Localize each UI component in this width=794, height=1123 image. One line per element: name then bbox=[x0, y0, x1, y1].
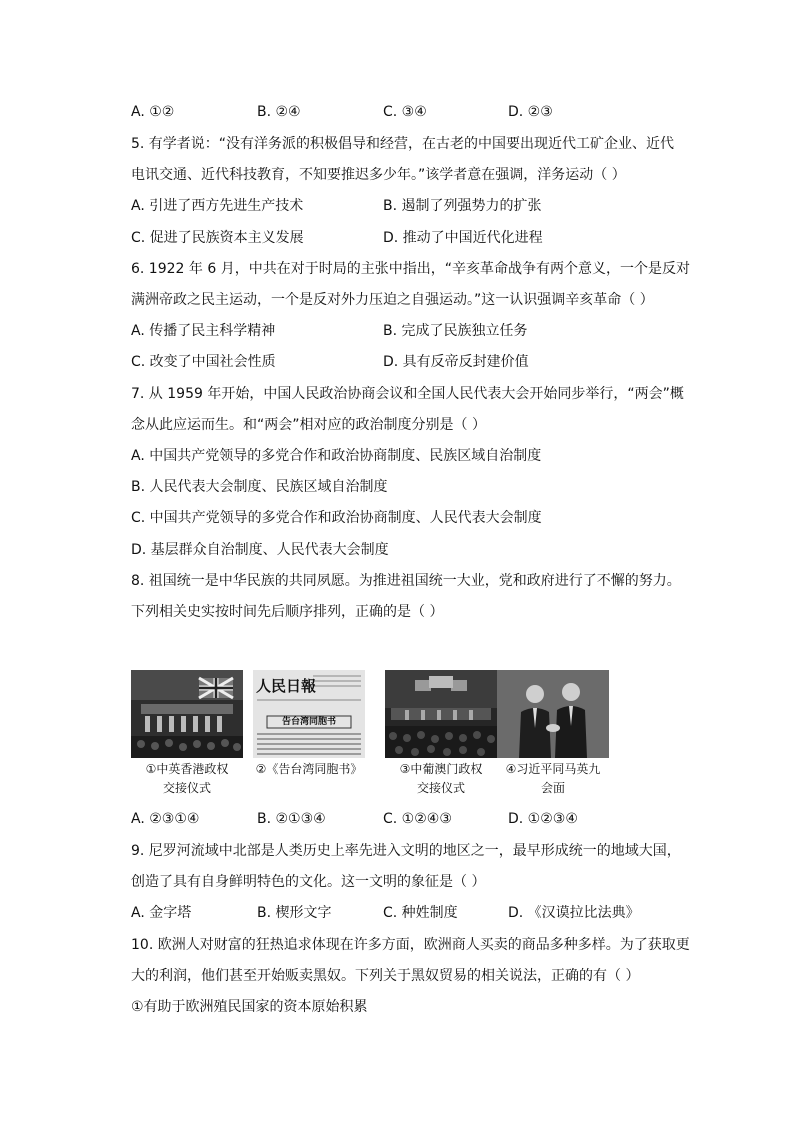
q8-stem-line2: 下列相关史实按时间先后顺序排列，正确的是（ ） bbox=[131, 604, 444, 620]
q4-option-b: B. ②④ bbox=[257, 104, 301, 120]
figure-caption-line1: ④习近平同马英九 bbox=[505, 762, 601, 776]
q5-option-b: B. 遏制了列强势力的扩张 bbox=[383, 198, 542, 214]
q4-option-d: D. ②③ bbox=[508, 104, 553, 120]
newspaper-masthead: 人民日報 bbox=[256, 677, 317, 695]
q6-stem-line2: 满洲帝政之民主运动，一个是反对外力压迫之自强运动。”这一认识强调辛亥革命（ ） bbox=[131, 292, 654, 308]
q8-option-c: C. ①②④③ bbox=[383, 811, 452, 827]
q5-options-row1 bbox=[131, 196, 691, 216]
q4-option-c: C. ③④ bbox=[383, 104, 427, 120]
q7-stem-line1: 7. 从 1959 年开始，中国人民政治协商会议和全国人民代表大会开始同步举行，“两会”概 bbox=[131, 386, 684, 402]
q7-option-c: C. 中国共产党领导的多党合作和政治协商制度、人民代表大会制度 bbox=[131, 510, 542, 526]
q6-option-b: B. 完成了民族独立任务 bbox=[383, 323, 528, 339]
q9-stem-line2: 创造了具有自身鲜明特色的文化。这一文明的象征是（ ） bbox=[131, 874, 486, 890]
q5-option-a: A. 引进了西方先进生产技术 bbox=[131, 198, 304, 214]
q6-options-row1 bbox=[131, 321, 691, 341]
figure-caption-line2: 会面 bbox=[540, 781, 565, 795]
q7-stem-line2: 念从此应运而生。和“两会”相对应的政治制度分别是（ ） bbox=[131, 417, 486, 433]
hongkong-handover-photo bbox=[131, 670, 243, 758]
q8-option-b: B. ②①③④ bbox=[257, 811, 326, 827]
q6-option-d: D. 具有反帝反封建价值 bbox=[383, 354, 529, 370]
q9-option-c: C. 种姓制度 bbox=[383, 905, 458, 921]
q5-option-d: D. 推动了中国近代化进程 bbox=[383, 230, 543, 246]
macau-handover-photo bbox=[385, 670, 497, 758]
q5-stem-line2: 电讯交通、近代科技教育，不知要推迟多少年。”该学者意在强调，洋务运动（ ） bbox=[131, 167, 626, 183]
q7-option-d: D. 基层群众自治制度、人民代表大会制度 bbox=[131, 542, 389, 558]
q6-stem-line1: 6. 1922 年 6 月，中共在对于时局的主张中指出，“辛亥革命战争有两个意义，一个是反对 bbox=[131, 261, 690, 277]
q7-option-b: B. 人民代表大会制度、民族区域自治制度 bbox=[131, 479, 388, 495]
q8-stem-line1: 8. 祖国统一是中华民族的共同夙愿。为推进祖国统一大业，党和政府进行了不懈的努力。 bbox=[131, 573, 681, 589]
figure-taiwan-letter bbox=[253, 670, 365, 781]
figure-caption-line1: ③中葡澳门政权 bbox=[399, 762, 483, 776]
newspaper-photo bbox=[253, 670, 365, 758]
q8-figures bbox=[131, 670, 611, 800]
q8-options bbox=[131, 809, 691, 829]
q8-option-a: A. ②③①④ bbox=[131, 811, 200, 827]
figure-leaders-meeting bbox=[497, 670, 609, 796]
figure-caption-line1: ①中英香港政权 bbox=[145, 762, 229, 776]
q6-option-a: A. 传播了民主科学精神 bbox=[131, 323, 276, 339]
newspaper-headline: 告台湾同胞书 bbox=[281, 717, 336, 727]
q6-option-c: C. 改变了中国社会性质 bbox=[131, 354, 276, 370]
q7-option-a: A. 中国共产党领导的多党合作和政治协商制度、民族区域自治制度 bbox=[131, 448, 542, 464]
q5-stem-line1: 5. 有学者说：“没有洋务派的积极倡导和经营，在古老的中国要出现近代工矿企业、近代 bbox=[131, 136, 675, 152]
q9-option-d: D. 《汉谟拉比法典》 bbox=[508, 905, 640, 921]
q9-options bbox=[131, 903, 691, 923]
q4-option-a: A. ①② bbox=[131, 104, 175, 120]
figure-caption-line2: 交接仪式 bbox=[162, 781, 211, 795]
q10-stem-line1: 10. 欧洲人对财富的狂热追求体现在许多方面，欧洲商人买卖的商品多种多样。为了获取更 bbox=[131, 937, 690, 953]
figure-caption-line2: 交接仪式 bbox=[416, 781, 465, 795]
figure-macau-handover bbox=[385, 670, 497, 796]
figure-caption-line1: ②《告台湾同胞书》 bbox=[255, 762, 363, 776]
q5-option-c: C. 促进了民族资本主义发展 bbox=[131, 230, 304, 246]
q9-option-a: A. 金字塔 bbox=[131, 905, 192, 921]
q6-options-row2 bbox=[131, 352, 691, 372]
q4-options bbox=[131, 102, 691, 122]
meeting-photo bbox=[497, 670, 609, 758]
q5-options-row2 bbox=[131, 228, 691, 248]
q9-stem-line1: 9. 尼罗河流域中北部是人类历史上率先进入文明的地区之一，最早形成统一的地域大国， bbox=[131, 843, 681, 859]
q9-option-b: B. 楔形文字 bbox=[257, 905, 332, 921]
q10-statement-1: ①有助于欧洲殖民国家的资本原始积累 bbox=[131, 999, 368, 1015]
q8-option-d: D. ①②③④ bbox=[508, 811, 578, 827]
q10-stem-line2: 大的利润，他们甚至开始贩卖黑奴。下列关于黑奴贸易的相关说法，正确的有（ ） bbox=[131, 968, 640, 984]
figure-hongkong-handover bbox=[131, 670, 243, 796]
